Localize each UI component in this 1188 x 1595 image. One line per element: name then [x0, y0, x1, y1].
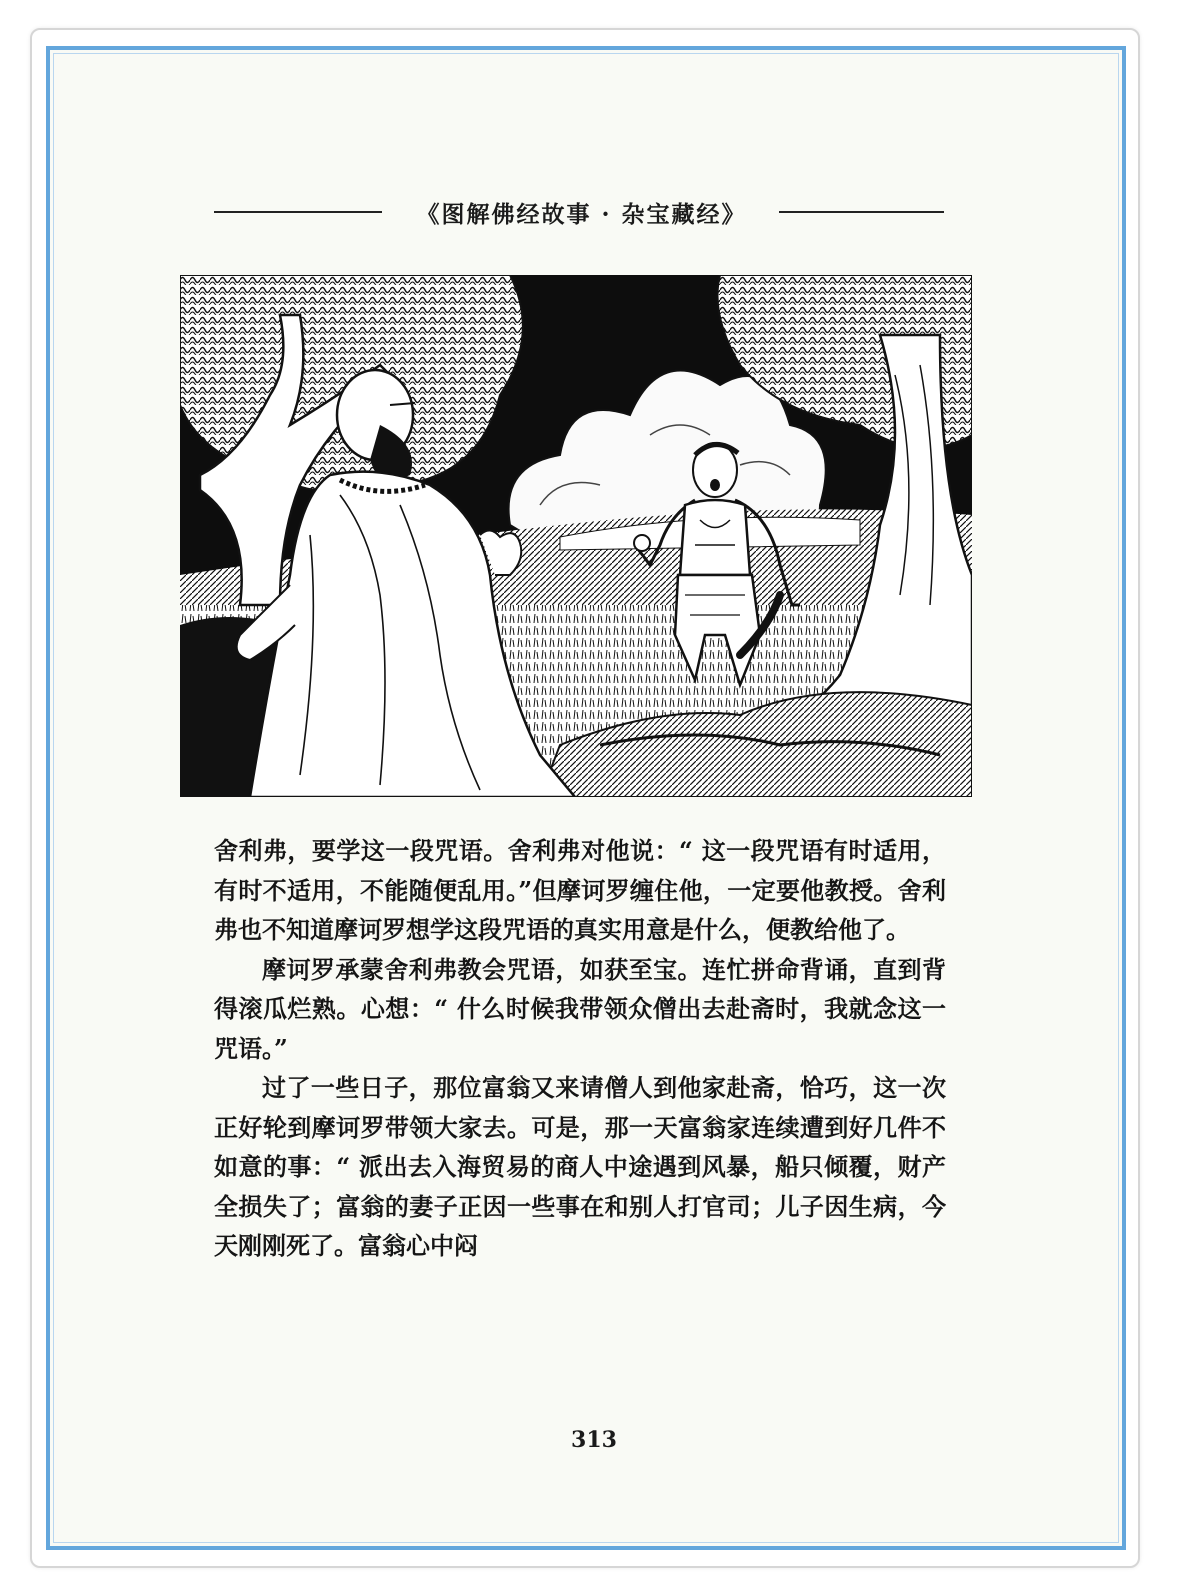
paragraph-2: 摩诃罗承蒙舍利弗教会咒语，如获至宝。连忙拼命背诵，直到背得滚瓜烂熟。心想：“ 什么时候我带领众僧出去赴斋时，我就念这一咒语。” — [214, 954, 946, 1063]
header-title: 《图解佛经故事 · 杂宝藏经》 — [416, 201, 747, 228]
header-rule-right — [779, 211, 944, 213]
paragraph-1: 舍利弗，要学这一段咒语。舍利弗对他说：“ 这一段咒语有时适用，有时不适用，不能随便乱用。”但摩诃罗缠住他，一定要他教授。舍利弗也不知道摩诃罗想学这段咒语的真实用意是什么，便教给他了。 — [214, 836, 946, 944]
running-header — [214, 196, 944, 228]
header-rule-left — [214, 211, 382, 213]
paragraph-3: 过了一些日子，那位富翁又来请僧人到他家赴斋，恰巧，这一次正好轮到摩诃罗带领大家去。可是，那一天富翁家连续遭到好几件不如意的事：“ 派出去入海贸易的商人中途遇到风暴，船只倾覆，财产全损失了；富翁的妻子正因一些事在和别人打官司；儿子因生病，今天刚刚死了。富翁心中闷 — [214, 1073, 946, 1260]
page-border — [46, 46, 1126, 1550]
story-text — [214, 831, 946, 1266]
monk-and-pursuer-illustration — [180, 275, 972, 797]
story-illustration — [180, 275, 972, 797]
page-number: 313 — [571, 1427, 617, 1453]
